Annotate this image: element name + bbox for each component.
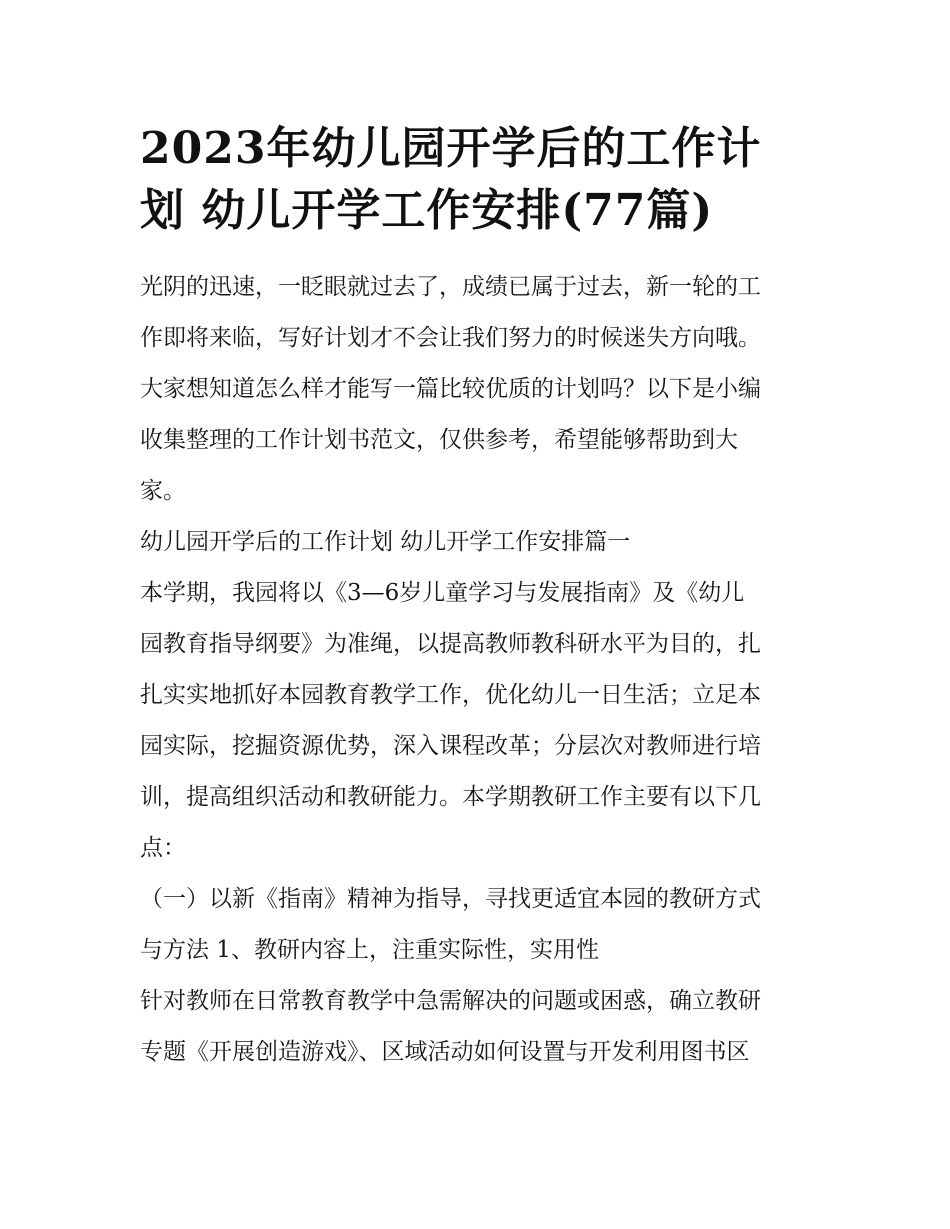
text-line: 家。	[140, 478, 186, 504]
document-content	[140, 118, 820, 1078]
text-line: 扎实实地抓好本园教育教学工作，优化幼儿一日生活；立足本	[140, 682, 761, 708]
text-line: 针对教师在日常教育教学中急需解决的问题或困惑，确立教研	[140, 988, 761, 1014]
title-line: 划 幼儿开学工作安排(77篇)	[140, 185, 714, 236]
text-line: 与方法 1、教研内容上，注重实际性，实用性	[140, 937, 599, 963]
text-line: 幼儿园开学后的工作计划 幼儿开学工作安排篇一	[140, 529, 631, 555]
text-line: （一）以新《指南》精神为指导，寻找更适宜本园的教研方式	[140, 886, 761, 912]
subsection-paragraph	[140, 874, 820, 976]
intro-paragraph	[140, 262, 820, 517]
text-line: 收集整理的工作计划书范文，仅供参考，希望能够帮助到大	[140, 427, 738, 453]
text-line: 作即将来临，写好计划才不会让我们努力的时候迷失方向哦。	[140, 325, 761, 351]
text-line: 园教育指导纲要》为准绳，以提高教师教科研水平为目的，扎	[140, 631, 761, 657]
document-body	[140, 262, 820, 1078]
text-line: 训，提高组织活动和教研能力。本学期教研工作主要有以下几	[140, 784, 761, 810]
text-line: 大家想知道怎么样才能写一篇比较优质的计划吗？以下是小编	[140, 376, 761, 402]
body-paragraph	[140, 568, 820, 874]
text-line: 本学期，我园将以《3—6岁儿童学习与发展指南》及《幼儿	[140, 580, 745, 606]
text-line: 专题《开展创造游戏》、区域活动如何设置与开发利用图书区	[140, 1039, 750, 1065]
body-paragraph	[140, 976, 820, 1078]
section-heading	[140, 517, 820, 568]
text-line: 园实际，挖掘资源优势，深入课程改革；分层次对教师进行培	[140, 733, 761, 759]
text-line: 点：	[140, 835, 186, 861]
text-line: 光阴的迅速，一眨眼就过去了，成绩已属于过去，新一轮的工	[140, 274, 761, 300]
document-title	[140, 118, 820, 242]
title-line: 2023年幼儿园开学后的工作计	[140, 123, 762, 174]
